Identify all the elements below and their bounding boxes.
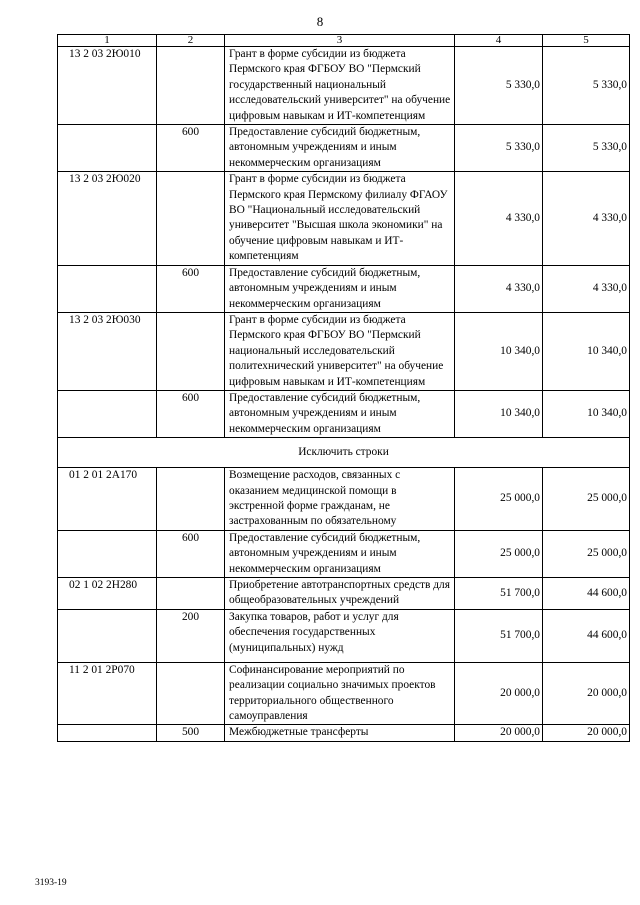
row-value-2: 4 330,0 — [543, 265, 630, 312]
row-code: 13 2 03 2Ю010 — [58, 47, 157, 125]
column-header: 1 — [58, 35, 157, 47]
row-description: Грант в форме субсидии из бюджета Пермского края Пермскому филиалу ФГАОУ ВО "Национальный исследовательский университет "Высшая школа экономики" на обучение цифровым навыкам и ИТ-компетенциям — [225, 172, 455, 265]
table-row — [58, 390, 630, 437]
row-value-2: 10 340,0 — [543, 390, 630, 437]
row-type — [157, 578, 225, 610]
row-type — [157, 47, 225, 125]
row-description: Возмещение расходов, связанных с оказанием медицинской помощи в экстренной форме гражданам, не застрахованным по обязательному — [225, 468, 455, 531]
row-value-1: 4 330,0 — [455, 265, 543, 312]
row-description: Грант в форме субсидии из бюджета Пермского края ФГБОУ ВО "Пермский национальный исследовательский политехнический университет" на обучение цифровым навыкам и ИТ-компетенциям — [225, 312, 455, 390]
row-value-1: 10 340,0 — [455, 312, 543, 390]
row-code — [58, 609, 157, 662]
row-value-1: 51 700,0 — [455, 609, 543, 662]
row-type: 600 — [157, 390, 225, 437]
column-header: 5 — [543, 35, 630, 47]
row-value-2: 20 000,0 — [543, 662, 630, 725]
row-value-2: 5 330,0 — [543, 125, 630, 172]
row-type — [157, 172, 225, 265]
row-type — [157, 468, 225, 531]
row-value-2: 44 600,0 — [543, 609, 630, 662]
document-id: 3193-19 — [35, 878, 67, 888]
row-code — [58, 125, 157, 172]
row-value-1: 25 000,0 — [455, 530, 543, 577]
row-code: 13 2 03 2Ю030 — [58, 312, 157, 390]
row-value-2: 25 000,0 — [543, 468, 630, 531]
row-value-2: 10 340,0 — [543, 312, 630, 390]
budget-table — [57, 34, 630, 742]
row-description: Предоставление субсидий бюджетным, автономным учреждениям и иным некоммерческим организациям — [225, 265, 455, 312]
row-type — [157, 662, 225, 725]
section-row — [58, 438, 630, 468]
column-header: 3 — [225, 35, 455, 47]
row-description: Приобретение автотранспортных средств для общеобразовательных учреждений — [225, 578, 455, 610]
table-row — [58, 312, 630, 390]
row-code — [58, 390, 157, 437]
row-description: Закупка товаров, работ и услуг для обеспечения государственных (муниципальных) нужд — [225, 609, 455, 662]
row-code — [58, 530, 157, 577]
row-code: 11 2 01 2Р070 — [58, 662, 157, 725]
row-value-1: 20 000,0 — [455, 725, 543, 741]
table-row — [58, 47, 630, 125]
page-number: 8 — [316, 14, 324, 29]
row-type: 600 — [157, 265, 225, 312]
row-type: 500 — [157, 725, 225, 741]
row-value-2: 20 000,0 — [543, 725, 630, 741]
row-type: 600 — [157, 530, 225, 577]
table-row — [58, 468, 630, 531]
row-code: 01 2 01 2А170 — [58, 468, 157, 531]
row-value-2: 25 000,0 — [543, 530, 630, 577]
row-value-2: 4 330,0 — [543, 172, 630, 265]
table-row — [58, 265, 630, 312]
row-type: 600 — [157, 125, 225, 172]
column-header: 2 — [157, 35, 225, 47]
table-row — [58, 725, 630, 741]
table-row — [58, 125, 630, 172]
row-value-1: 20 000,0 — [455, 662, 543, 725]
table-row — [58, 662, 630, 725]
row-value-2: 44 600,0 — [543, 578, 630, 610]
table-header-row — [58, 35, 630, 47]
row-description: Межбюджетные трансферты — [225, 725, 455, 741]
row-value-1: 25 000,0 — [455, 468, 543, 531]
row-description: Предоставление субсидий бюджетным, автономным учреждениям и иным некоммерческим организациям — [225, 530, 455, 577]
row-value-1: 5 330,0 — [455, 125, 543, 172]
section-heading: Исключить строки — [58, 438, 630, 468]
table-row — [58, 578, 630, 610]
row-description: Предоставление субсидий бюджетным, автономным учреждениям и иным некоммерческим организациям — [225, 125, 455, 172]
column-header: 4 — [455, 35, 543, 47]
table-row — [58, 172, 630, 265]
row-value-1: 51 700,0 — [455, 578, 543, 610]
table-row — [58, 530, 630, 577]
row-code: 13 2 03 2Ю020 — [58, 172, 157, 265]
row-code — [58, 725, 157, 741]
row-description: Предоставление субсидий бюджетным, автономным учреждениям и иным некоммерческим организациям — [225, 390, 455, 437]
row-type: 200 — [157, 609, 225, 662]
row-value-1: 5 330,0 — [455, 47, 543, 125]
row-code: 02 1 02 2Н280 — [58, 578, 157, 610]
row-code — [58, 265, 157, 312]
table-row — [58, 609, 630, 662]
row-value-2: 5 330,0 — [543, 47, 630, 125]
row-type — [157, 312, 225, 390]
row-description: Софинансирование мероприятий по реализации социально значимых проектов территориального общественного самоуправления — [225, 662, 455, 725]
row-value-1: 4 330,0 — [455, 172, 543, 265]
row-description: Грант в форме субсидии из бюджета Пермского края ФГБОУ ВО "Пермский государственный национальный исследовательский университет" на обучение цифровым навыкам и ИТ-компетенциям — [225, 47, 455, 125]
row-value-1: 10 340,0 — [455, 390, 543, 437]
